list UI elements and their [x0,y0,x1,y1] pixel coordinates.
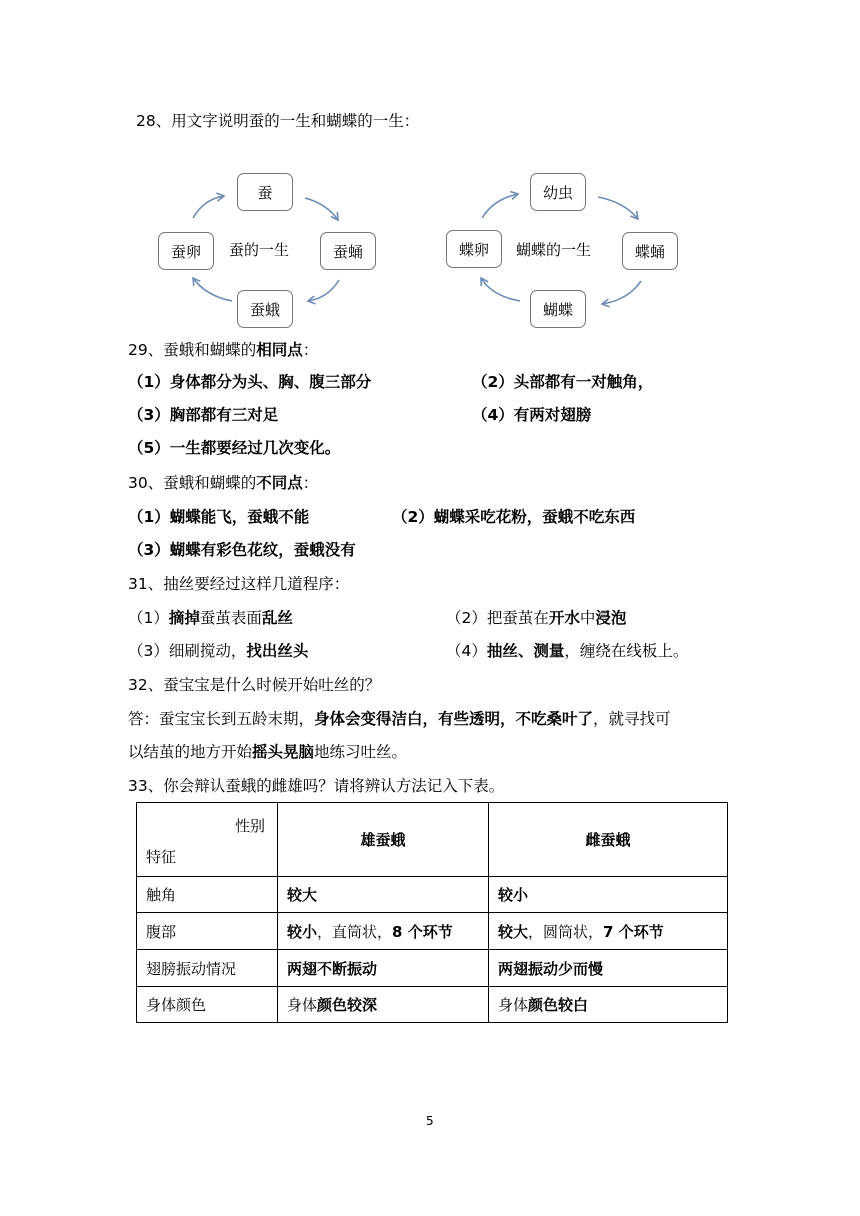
header-corner-cell [137,803,278,877]
feature-cell: 触角 [137,877,278,913]
table-row [137,913,728,950]
q30-item-3: （3）蝴蝶有彩色花纹，蚕蛾没有 [128,541,356,559]
q32-title: 32、蚕宝宝是什么时候开始吐丝的？ [128,676,381,694]
female-cell: 较大，圆筒状，7 个环节 [489,913,728,950]
q31-title: 31、抽丝要经过这样几道程序： [128,575,350,593]
q29-item-3: （3）胸部都有三对足 [128,406,279,424]
header-sex-label: 性别 [234,817,265,835]
male-cell: 身体颜色较深 [278,987,489,1023]
table-header-row [137,803,728,877]
header-female: 雌蚕蛾 [489,803,728,877]
moth-sex-table [136,802,728,1023]
header-feature-label: 特征 [146,848,177,866]
female-cell: 身体颜色较白 [489,987,728,1023]
butterfly-adult-box: 蝴蝶 [530,290,586,328]
table-row [137,877,728,913]
butterfly-egg-box: 蝶卵 [446,230,502,268]
q31-item-2: （2）把蚕茧在开水中浸泡 [446,609,627,627]
q31-item-3: （3）细刷搅动，找出丝头 [128,642,309,660]
q31-item-1: （1）摘掉蚕茧表面乱丝 [128,609,293,627]
q30-item-1: （1）蝴蝶能飞，蚕蛾不能 [128,508,310,526]
q29-title: 29、蚕蛾和蝴蝶的相同点： [128,341,319,359]
butterfly-larva-box: 幼虫 [530,173,586,211]
q29-item-4: （4）有两对翅膀 [472,406,592,424]
arrow-moth-to-egg [193,278,232,301]
male-cell: 两翅不断振动 [278,950,489,987]
arrow-egg-to-larva [193,196,224,218]
arrow-butterfly-to-begg [481,278,520,301]
female-cell: 两翅振动少而慢 [489,950,728,987]
silkworm-larva-box: 蚕 [237,173,293,211]
q32-answer-line-1: 答：蚕宝宝长到五龄末期，身体会变得洁白，有些透明，不吃桑叶了，就寻找可 [128,710,671,728]
female-cell: 较小 [489,877,728,913]
q30-title: 30、蚕蛾和蝴蝶的不同点： [128,474,319,492]
butterfly-pupa-box: 蝶蛹 [622,232,678,270]
q32-answer-line-2: 以结茧的地方开始摇头晃脑地练习吐丝。 [128,743,408,761]
q29-item-1: （1）身体都分为头、胸、腹三部分 [128,373,372,391]
silkworm-moth-box: 蚕蛾 [237,290,293,328]
feature-cell: 腹部 [137,913,278,950]
feature-cell: 身体颜色 [137,987,278,1023]
q30-item-2: （2）蝴蝶采吃花粉，蚕蛾不吃东西 [392,508,636,526]
q33-title: 33、你会辩认蚕蛾的雌雄吗？请将辨认方法记入下表。 [128,777,505,795]
butterfly-cycle-label: 蝴蝶的一生 [516,241,592,259]
arrow-blarva-to-bpupa [598,197,638,219]
header-male: 雄蚕蛾 [278,803,489,877]
table-row [137,987,728,1023]
page-number: 5 [426,1114,434,1128]
q29-item-2: （2）头部都有一对触角， [472,373,654,391]
arrow-begg-to-blarva [482,194,518,218]
arrow-bpupa-to-butterfly [602,281,641,304]
male-cell: 较小，直筒状，8 个环节 [278,913,489,950]
arrow-larva-to-pupa [305,198,338,220]
male-cell: 较大 [278,877,489,913]
q28-title: 28、用文字说明蚕的一生和蝴蝶的一生： [136,112,420,130]
silkworm-egg-box: 蚕卵 [158,232,214,270]
feature-cell: 翅膀振动情况 [137,950,278,987]
lifecycle-arrows [0,0,860,340]
q29-item-5: （5）一生都要经过几次变化。 [128,439,341,457]
silkworm-pupa-box: 蚕蛹 [320,232,376,270]
silkworm-cycle-label: 蚕的一生 [229,241,290,259]
table-row [137,950,728,987]
q31-item-4: （4）抽丝、测量，缠绕在线板上。 [446,642,689,660]
arrow-pupa-to-moth [308,280,339,301]
